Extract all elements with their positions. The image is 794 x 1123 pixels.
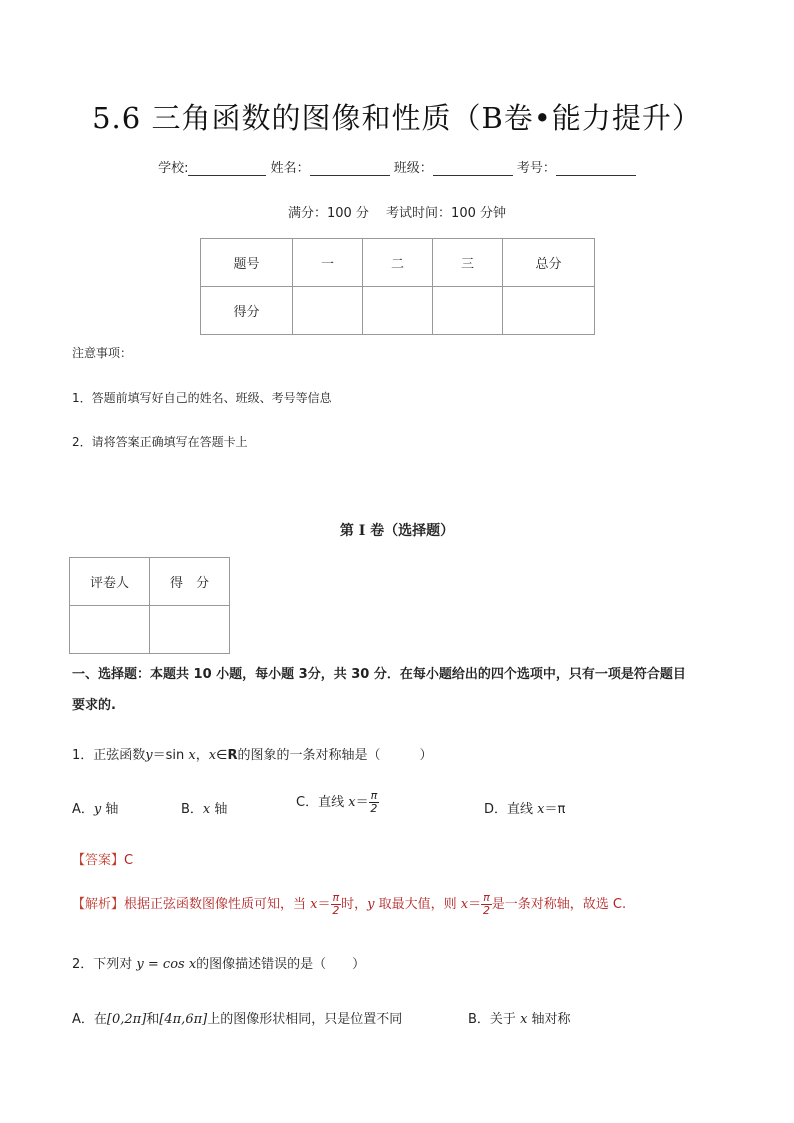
exam-no-blank[interactable] [556, 161, 636, 176]
q2-option-b[interactable]: B．关于 x 轴对称 [468, 1012, 571, 1027]
class-label: 班级： [393, 161, 433, 176]
grader-table-header-row [70, 558, 230, 606]
header-part-3: 三 [433, 239, 503, 287]
q2-stem: 2．下列对 y = cos x的图像描述错误的是（ ） [72, 957, 366, 972]
q1-answer: 【答案】C [72, 853, 134, 868]
page-title: 5.6 三角函数的图像和性质（B卷•能力提升） [92, 101, 702, 135]
q1-option-a[interactable]: A．y 轴 [72, 802, 119, 817]
header-question-no: 题号 [201, 239, 293, 287]
score-row-label: 得分 [201, 287, 293, 335]
q1-option-d[interactable]: D．直线 x＝π [484, 802, 566, 817]
score-table [200, 238, 595, 335]
student-info-line [0, 157, 794, 176]
q1-option-c-fraction: $\frac{\pi}{2}$ [370, 789, 378, 815]
school-blank[interactable] [188, 161, 266, 176]
section-title: 第 I 卷（选择题） [339, 523, 455, 539]
header-part-1: 一 [293, 239, 363, 287]
header-total: 总分 [503, 239, 595, 287]
score-cell-3[interactable] [433, 287, 503, 335]
q1-option-b[interactable]: B．x 轴 [181, 802, 228, 817]
score-table-score-row [201, 287, 595, 335]
q2-option-a[interactable]: A．在[0,2π]和[4π,6π]上的图像形状相同，只是位置不同 [72, 1012, 403, 1027]
grader-cell-2[interactable] [150, 606, 230, 654]
part1-instruction-line1: 一、选择题：本题共 10 小题，每小题 3分，共 30 分．在每小题给出的四个选项中，只有一项是符合题目 [72, 667, 686, 682]
exam-no-label: 考号： [516, 161, 556, 176]
grader-col-1: 评卷人 [70, 558, 150, 606]
notes-item-2: 2．请将答案正确填写在答题卡上 [72, 435, 248, 449]
q1-option-c[interactable]: C．直线 x＝ $\frac{\pi}{2}$ [296, 789, 378, 815]
class-blank[interactable] [433, 161, 513, 176]
school-label: 学校: [158, 161, 189, 176]
notes-item-1: 1．答题前填写好自己的姓名、班级、考号等信息 [72, 391, 332, 405]
grader-cell-1[interactable] [70, 606, 150, 654]
grader-table [69, 557, 230, 654]
score-table-header-row [201, 239, 595, 287]
header-part-2: 二 [363, 239, 433, 287]
score-cell-total[interactable] [503, 287, 595, 335]
name-label: 姓名： [270, 161, 310, 176]
score-cell-2[interactable] [363, 287, 433, 335]
grader-table-blank-row [70, 606, 230, 654]
grader-col-2: 得 分 [150, 558, 230, 606]
q1-stem: 1．正弦函数y＝sin x，x∈R的图象的一条对称轴是（ ） [72, 748, 433, 763]
notes-title: 注意事项： [72, 346, 133, 360]
score-time-line: 满分：100 分 考试时间：100 分钟 [287, 206, 507, 221]
name-blank[interactable] [310, 161, 390, 176]
part1-instruction-line2: 要求的. [72, 698, 116, 713]
score-cell-1[interactable] [293, 287, 363, 335]
q1-analysis: 【解析】根据正弦函数图像性质可知，当 x＝ $\frac{\pi}{2}$ 时，y 取最大值，则 x＝ $\frac{\pi}{2}$ 是一条对称轴，故选 C. [72, 891, 627, 917]
